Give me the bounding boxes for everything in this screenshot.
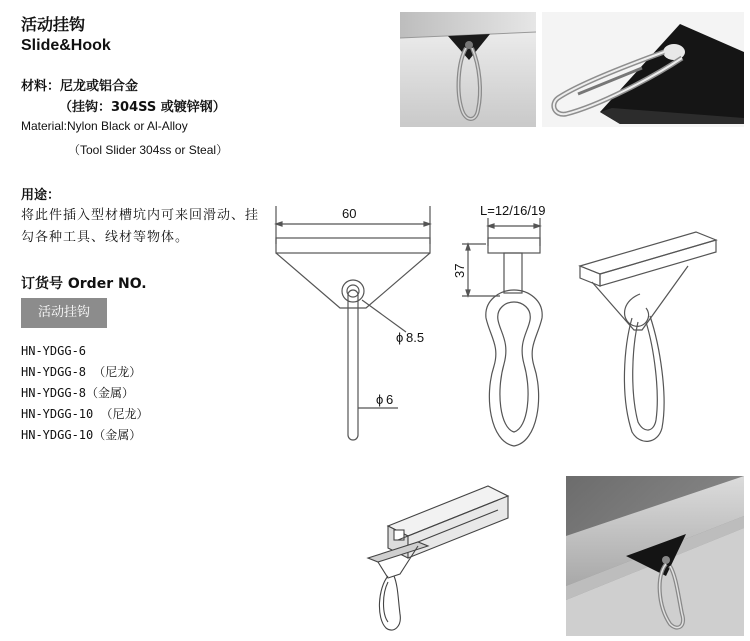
material-cn-line-1: 材料：尼龙或铝合金 <box>21 79 139 94</box>
side-view <box>452 203 545 446</box>
phi-hole: ϕ <box>396 330 404 345</box>
photo-rail-hook <box>566 476 744 636</box>
rod-dim: 6 <box>386 392 394 407</box>
order-title: 订货号 Order NO. <box>21 276 147 292</box>
product-title-cn: 活动挂钩 <box>21 15 86 34</box>
material-en-line-2: （Tool Slider 304ss or Steal） <box>68 143 229 157</box>
iso-view <box>580 232 716 441</box>
width-dim: 60 <box>342 206 357 221</box>
front-view <box>276 206 430 440</box>
order-item[interactable]: HN-YDGG-10（金属） <box>21 428 142 442</box>
height-dim: 37 <box>452 263 467 278</box>
order-item[interactable]: HN-YDGG-10 （尼龙） <box>21 407 149 421</box>
usage-text: 将此件插入型材槽坑内可来回滑动、挂勾各种工具、线材等物体。 <box>21 208 260 245</box>
material-en-line-1: Material:Nylon Black or Al-Alloy <box>21 119 188 133</box>
phi-rod: ϕ <box>376 392 384 407</box>
material-cn-line-2: （挂钩：304SS 或镀锌钢） <box>59 100 226 115</box>
usage-title: 用途： <box>21 188 61 203</box>
order-item[interactable]: HN-YDGG-8 （尼龙） <box>21 365 142 379</box>
order-item[interactable]: HN-YDGG-6 <box>21 344 87 358</box>
rail-assembly-drawing <box>358 478 558 638</box>
order-list <box>21 341 148 446</box>
hole-dim: 8.5 <box>406 330 425 345</box>
technical-drawing <box>268 196 740 464</box>
category-button[interactable]: 活动挂钩 <box>21 298 107 328</box>
product-title-en: Slide&Hook <box>21 37 111 54</box>
photo-hook-installed <box>400 12 536 127</box>
length-dim: L=12/16/19 <box>480 203 546 218</box>
order-item[interactable]: HN-YDGG-8（金属） <box>21 386 135 400</box>
photo-hook-closeup <box>542 12 744 127</box>
